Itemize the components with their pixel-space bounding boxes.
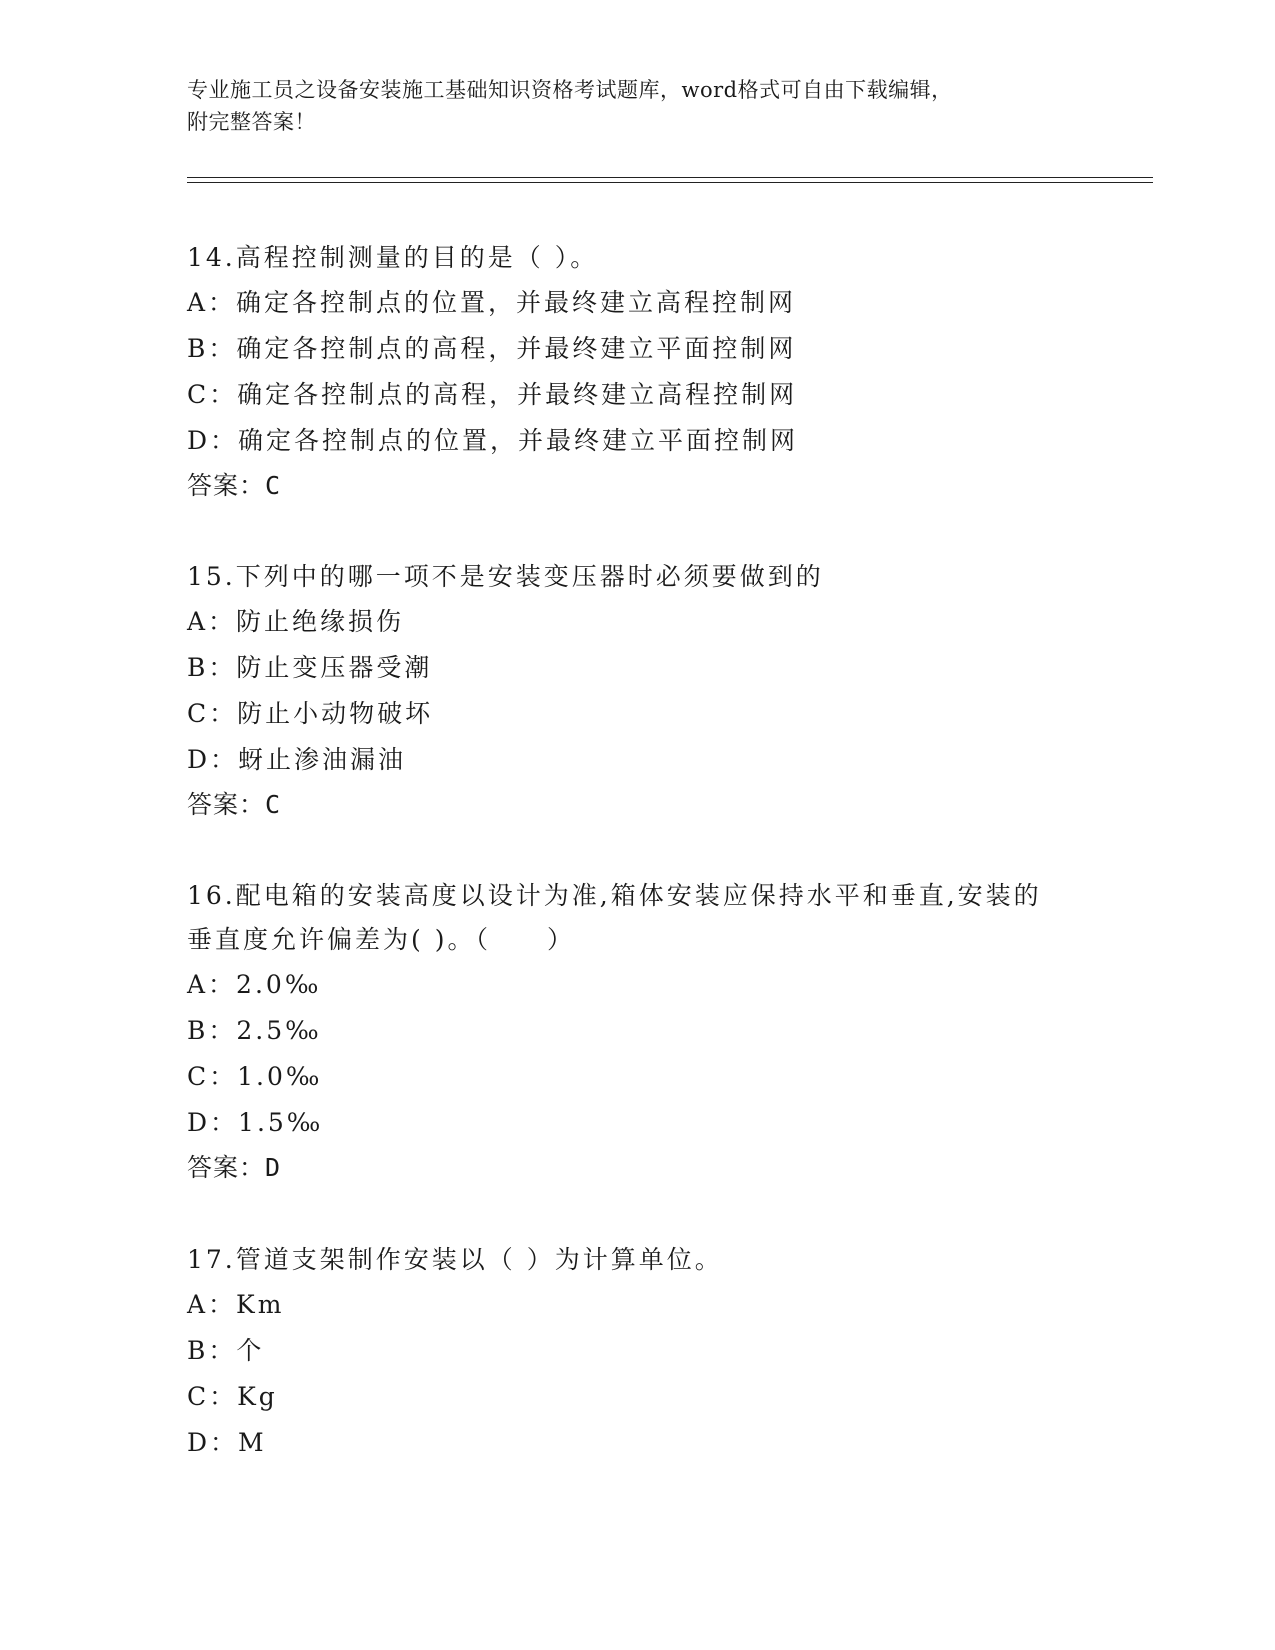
question-title: 14.高程控制测量的目的是（ ）。 [187,243,599,272]
answer-line [187,783,1087,827]
question-title: 15.下列中的哪一项不是安装变压器时必须要做到的 [187,562,824,591]
option-b: B：2.5‰ [187,1016,322,1045]
option-b: B：防止变压器受潮 [187,653,433,682]
question-title-line-1: 16.配电箱的安装高度以设计为准,箱体安装应保持水平和垂直,安装的 [187,881,1042,910]
answer-label: 答案： [187,1153,266,1182]
option-a: A：Km [187,1290,285,1319]
question-title-line-2: 垂直度允许偏差为( )。（ ） [187,925,575,954]
option-a: A：防止绝缘损伤 [187,607,405,636]
option-c: C：防止小动物破坏 [187,699,434,728]
answer-value: C [265,471,282,500]
question-17 [187,1238,1087,1466]
answer-value: D [265,1153,282,1182]
option-a: A：确定各控制点的位置，并最终建立高程控制网 [187,288,797,317]
question-title: 17.管道支架制作安装以（ ）为计算单位。 [187,1245,723,1274]
answer-label: 答案： [187,790,266,819]
answer-label: 答案： [187,471,266,500]
header-divider-top [187,177,1153,178]
option-c: C：确定各控制点的高程，并最终建立高程控制网 [187,380,798,409]
option-d: D：1.5‰ [187,1108,324,1137]
option-a: A：2.0‰ [187,970,322,999]
option-d: D：确定各控制点的位置，并最终建立平面控制网 [187,426,799,455]
answer-value: C [265,790,282,819]
question-14 [187,236,1087,508]
header-line-2: 附完整答案！ [187,110,316,134]
option-d: D：蚜止渗油漏油 [187,745,407,774]
option-c: C：Kg [187,1382,278,1411]
question-16 [187,874,1087,1190]
header-line-1: 专业施工员之设备安装施工基础知识资格考试题库，word格式可自由下载编辑， [187,78,953,102]
answer-line [187,464,1087,508]
answer-line [187,1146,1087,1190]
header-divider-bottom [187,182,1153,183]
option-d: D：M [187,1428,267,1457]
option-b: B：确定各控制点的高程，并最终建立平面控制网 [187,334,797,363]
document-header [187,74,1067,138]
option-c: C：1.0‰ [187,1062,323,1091]
question-15 [187,555,1087,827]
option-b: B：个 [187,1336,265,1365]
